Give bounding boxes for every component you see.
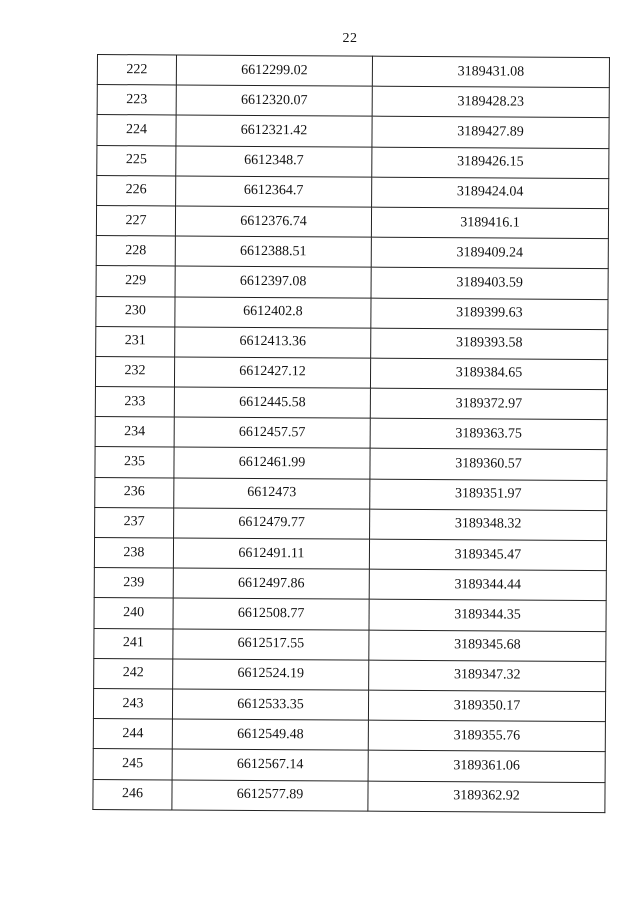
- y-coordinate-cell: 3189424.04: [372, 177, 609, 209]
- table-row: [97, 85, 609, 118]
- y-coordinate-cell: 3189351.97: [370, 479, 607, 511]
- point-number-cell: 222: [97, 55, 176, 86]
- coordinate-table: [92, 54, 610, 813]
- page-number: 22: [342, 31, 358, 46]
- y-coordinate-cell: 3189362.92: [368, 781, 605, 813]
- x-coordinate-cell: 6612497.86: [173, 568, 369, 599]
- x-coordinate-cell: 6612567.14: [172, 749, 368, 780]
- table-row: [94, 658, 606, 691]
- x-coordinate-cell: 6612491.11: [173, 538, 369, 569]
- y-coordinate-cell: 3189409.24: [371, 237, 608, 269]
- table-row: [93, 719, 605, 752]
- table-row: [94, 537, 606, 570]
- point-number-cell: 232: [95, 356, 174, 387]
- point-number-cell: 242: [94, 658, 173, 689]
- point-number-cell: 234: [95, 417, 174, 448]
- point-number-cell: 246: [93, 779, 172, 810]
- y-coordinate-cell: 3189363.75: [370, 418, 607, 450]
- x-coordinate-cell: 6612364.7: [176, 176, 372, 207]
- x-coordinate-cell: 6612427.12: [174, 357, 370, 388]
- x-coordinate-cell: 6612577.89: [172, 779, 368, 810]
- table-row: [94, 568, 606, 601]
- point-number-cell: 243: [93, 688, 172, 719]
- x-coordinate-cell: 6612524.19: [173, 659, 369, 690]
- y-coordinate-cell: 3189345.47: [369, 539, 606, 571]
- table-row: [96, 326, 608, 359]
- table-row: [95, 417, 607, 450]
- point-number-cell: 226: [97, 175, 176, 206]
- y-coordinate-cell: 3189360.57: [370, 449, 607, 481]
- table-row: [96, 266, 608, 299]
- y-coordinate-cell: 3189431.08: [372, 56, 609, 88]
- x-coordinate-cell: 6612479.77: [174, 508, 370, 539]
- table-row: [94, 598, 606, 631]
- x-coordinate-cell: 6612461.99: [174, 447, 370, 478]
- y-coordinate-cell: 3189344.35: [369, 600, 606, 632]
- point-number-cell: 223: [97, 85, 176, 116]
- y-coordinate-cell: 3189399.63: [371, 298, 608, 330]
- y-coordinate-cell: 3189344.44: [369, 569, 606, 601]
- x-coordinate-cell: 6612457.57: [174, 417, 370, 448]
- x-coordinate-cell: 6612473: [174, 478, 370, 509]
- point-number-cell: 233: [95, 387, 174, 418]
- x-coordinate-cell: 6612388.51: [175, 236, 371, 267]
- y-coordinate-cell: 3189361.06: [368, 750, 605, 782]
- y-coordinate-cell: 3189393.58: [371, 328, 608, 360]
- x-coordinate-cell: 6612397.08: [175, 266, 371, 297]
- x-coordinate-cell: 6612320.07: [176, 85, 372, 116]
- point-number-cell: 227: [96, 205, 175, 236]
- x-coordinate-cell: 6612299.02: [176, 55, 372, 86]
- table-row: [94, 628, 606, 661]
- y-coordinate-cell: 3189426.15: [372, 147, 609, 179]
- table-row: [95, 507, 607, 540]
- table-row: [95, 477, 607, 510]
- point-number-cell: 238: [94, 537, 173, 568]
- y-coordinate-cell: 3189416.1: [371, 207, 608, 239]
- x-coordinate-cell: 6612348.7: [176, 146, 372, 177]
- point-number-cell: 228: [96, 236, 175, 267]
- point-number-cell: 239: [94, 568, 173, 599]
- y-coordinate-cell: 3189347.32: [369, 660, 606, 692]
- y-coordinate-cell: 3189350.17: [368, 690, 605, 722]
- table-row: [93, 749, 605, 782]
- point-number-cell: 241: [94, 628, 173, 659]
- table-row: [93, 688, 605, 721]
- x-coordinate-cell: 6612517.55: [173, 629, 369, 660]
- point-number-cell: 231: [96, 326, 175, 357]
- point-number-cell: 245: [93, 749, 172, 780]
- table-row: [93, 779, 605, 812]
- point-number-cell: 225: [97, 145, 176, 176]
- coordinate-table-body: [93, 55, 610, 813]
- y-coordinate-cell: 3189427.89: [372, 117, 609, 149]
- point-number-cell: 229: [96, 266, 175, 297]
- x-coordinate-cell: 6612376.74: [175, 206, 371, 237]
- x-coordinate-cell: 6612549.48: [172, 719, 368, 750]
- table-row: [95, 356, 607, 389]
- x-coordinate-cell: 6612445.58: [174, 387, 370, 418]
- y-coordinate-cell: 3189428.23: [372, 86, 609, 118]
- x-coordinate-cell: 6612321.42: [176, 115, 372, 146]
- table-row: [97, 145, 609, 178]
- point-number-cell: 224: [97, 115, 176, 146]
- x-coordinate-cell: 6612413.36: [175, 327, 371, 358]
- point-number-cell: 236: [95, 477, 174, 508]
- y-coordinate-cell: 3189384.65: [370, 358, 607, 390]
- x-coordinate-cell: 6612508.77: [173, 598, 369, 629]
- table-row: [97, 115, 609, 148]
- table-row: [96, 205, 608, 238]
- y-coordinate-cell: 3189372.97: [370, 388, 607, 420]
- point-number-cell: 235: [95, 447, 174, 478]
- table-row: [97, 175, 609, 208]
- y-coordinate-cell: 3189345.68: [369, 630, 606, 662]
- table-row: [97, 55, 609, 88]
- point-number-cell: 230: [96, 296, 175, 327]
- x-coordinate-cell: 6612402.8: [175, 296, 371, 327]
- y-coordinate-cell: 3189348.32: [370, 509, 607, 541]
- point-number-cell: 244: [93, 719, 172, 750]
- table-row: [95, 387, 607, 420]
- table-row: [96, 236, 608, 269]
- x-coordinate-cell: 6612533.35: [172, 689, 368, 720]
- table-row: [96, 296, 608, 329]
- point-number-cell: 240: [94, 598, 173, 629]
- y-coordinate-cell: 3189403.59: [371, 267, 608, 299]
- point-number-cell: 237: [95, 507, 174, 538]
- table-row: [95, 447, 607, 480]
- y-coordinate-cell: 3189355.76: [368, 720, 605, 752]
